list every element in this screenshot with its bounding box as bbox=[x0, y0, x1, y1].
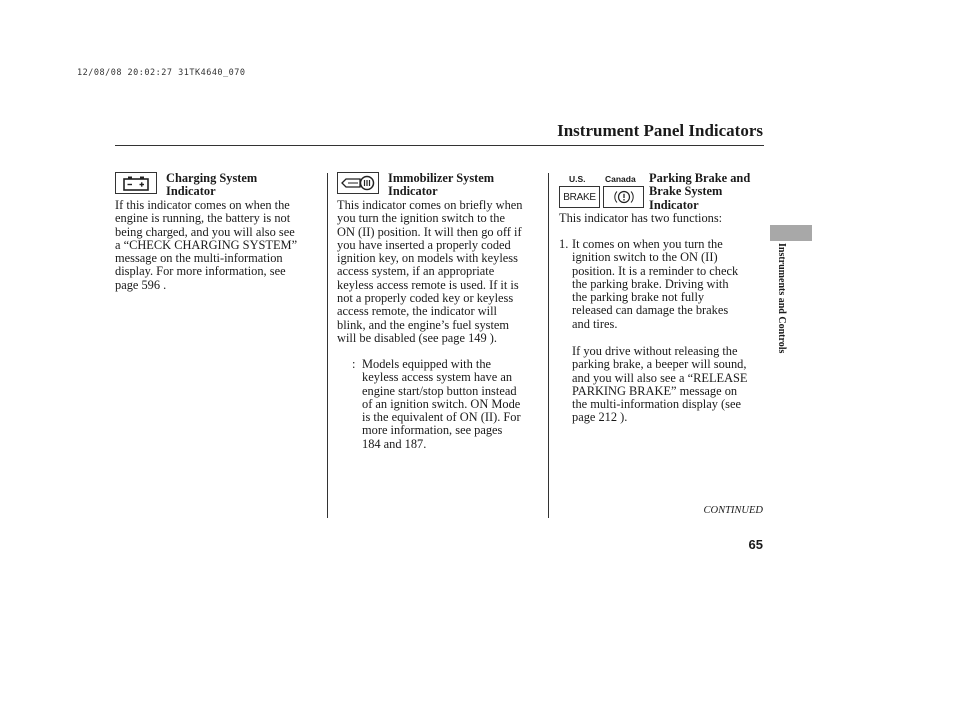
parking-line: the multi-information display (see bbox=[572, 397, 741, 412]
parking-item-2 bbox=[572, 345, 764, 425]
immobilizer-line: ON (II) position. It will then go off if bbox=[337, 224, 522, 239]
title-divider bbox=[115, 145, 764, 146]
parking-line: page 212 ). bbox=[572, 410, 628, 425]
immobilizer-note-marker: : bbox=[352, 357, 356, 371]
parking-heading-line2: Brake System bbox=[649, 184, 723, 199]
parking-intro: This indicator has two functions: bbox=[559, 211, 723, 225]
parking-line: the parking brake not fully bbox=[572, 290, 705, 305]
immobilizer-line: blink, and the engine’s fuel system bbox=[337, 317, 510, 332]
parking-line: and you will also see a “RELEASE bbox=[572, 370, 748, 385]
page-title: Instrument Panel Indicators bbox=[557, 121, 763, 140]
battery-icon bbox=[115, 172, 157, 194]
immobilizer-heading-line2: Indicator bbox=[388, 184, 438, 199]
charging-line: display. For more information, see bbox=[115, 264, 286, 279]
immobilizer-line: access system, if an appropriate bbox=[337, 264, 495, 279]
note-line: is the equivalent of ON (II). For bbox=[362, 410, 521, 425]
column-divider bbox=[548, 173, 549, 518]
canada-label: Canada bbox=[605, 174, 636, 184]
section-tab bbox=[770, 225, 812, 241]
parking-line: If you drive without releasing the bbox=[572, 344, 738, 358]
page-number: 65 bbox=[748, 537, 763, 552]
parking-line: the parking brake. Driving with bbox=[572, 276, 729, 291]
note-line: Models equipped with the bbox=[362, 357, 492, 371]
parking-item-number: 1. bbox=[559, 237, 569, 251]
section-tab-label: Instruments and Controls bbox=[776, 243, 787, 354]
brake-warning-icon bbox=[603, 186, 644, 208]
charging-line: If this indicator comes on when the bbox=[115, 198, 290, 212]
note-line: keyless access system have an bbox=[362, 370, 513, 385]
continued-label: CONTINUED bbox=[703, 505, 763, 516]
parking-line: ignition switch to the ON (II) bbox=[572, 250, 718, 265]
immobilizer-heading-line1: Immobilizer System bbox=[388, 171, 495, 185]
parking-line: position. It is a reminder to check bbox=[572, 263, 739, 278]
charging-line: being charged, and you will also see bbox=[115, 224, 295, 239]
immobilizer-body bbox=[337, 199, 545, 345]
immobilizer-line: not a properly coded key or keyless bbox=[337, 291, 514, 306]
note-line: more information, see pages bbox=[362, 423, 503, 438]
brake-icon-label: BRAKE bbox=[563, 191, 596, 203]
parking-heading-line3: Indicator bbox=[649, 197, 699, 212]
immobilizer-heading bbox=[388, 172, 494, 199]
parking-line: and tires. bbox=[572, 316, 618, 331]
immobilizer-line: keyless access remote is used. If it is bbox=[337, 277, 519, 292]
note-line: 184 and 187. bbox=[362, 436, 427, 451]
immobilizer-line: you turn the ignition switch to the bbox=[337, 211, 505, 226]
parking-line: released can damage the brakes bbox=[572, 303, 729, 318]
immobilizer-note bbox=[362, 358, 547, 451]
parking-item bbox=[572, 238, 764, 331]
charging-line: page 596 . bbox=[115, 277, 167, 292]
parking-line: It comes on when you turn the bbox=[572, 237, 723, 251]
charging-heading-line1: Charging System bbox=[166, 171, 258, 185]
immobilizer-line: will be disabled (see page 149 ). bbox=[337, 330, 497, 345]
parking-line: parking brake, a beeper will sound, bbox=[572, 357, 747, 372]
immobilizer-line: This indicator comes on briefly when bbox=[337, 198, 523, 212]
us-label: U.S. bbox=[569, 174, 586, 184]
immobilizer-key-icon bbox=[337, 172, 379, 194]
note-line: engine start/stop button instead bbox=[362, 383, 517, 398]
charging-heading-line2: Indicator bbox=[166, 184, 216, 199]
print-stamp: 12/08/08 20:02:27 31TK4640_070 bbox=[77, 68, 246, 78]
immobilizer-line: ignition key, on models with keyless bbox=[337, 251, 518, 266]
parking-heading-line1: Parking Brake and bbox=[649, 171, 751, 185]
parking-line: PARKING BRAKE” message on bbox=[572, 383, 738, 398]
charging-line: engine is running, the battery is not bbox=[115, 211, 291, 226]
parking-heading bbox=[649, 172, 750, 212]
charging-line: message on the multi-information bbox=[115, 251, 283, 266]
note-line: of an ignition switch. ON Mode bbox=[362, 396, 521, 411]
brake-text-icon bbox=[559, 186, 600, 208]
immobilizer-line: access remote, the indicator will bbox=[337, 304, 497, 319]
charging-line: a “CHECK CHARGING SYSTEM” bbox=[115, 237, 298, 252]
column-divider bbox=[327, 173, 328, 518]
immobilizer-line: you have inserted a properly coded bbox=[337, 237, 511, 252]
charging-body bbox=[115, 199, 320, 292]
charging-heading bbox=[166, 172, 257, 199]
